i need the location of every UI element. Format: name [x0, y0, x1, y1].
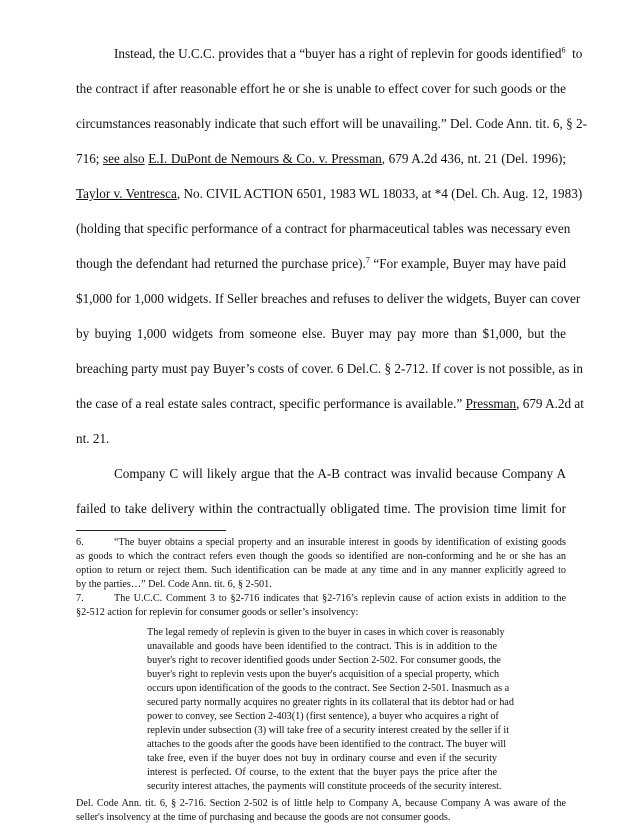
- footnote-number: 7.: [76, 593, 84, 604]
- body-line: the case of a real estate sales contract, specific performance is available.” Pressman, 679 A.2d at: [76, 396, 584, 411]
- body-line: though the defendant had returned the purchase price).$^7$ “For example, Buyer may have paid: [76, 255, 567, 271]
- footnote-number: 6.: [76, 537, 84, 548]
- body-line: nt. 21.: [76, 431, 110, 446]
- body-line: Company C will likely argue that the A-B contract was invalid because Company A: [114, 466, 566, 481]
- body-line: circumstances reasonably indicate that such effort will be unavailing.” Del. Code Ann. tit. 6, § 2-: [76, 116, 587, 131]
- body-line: Instead, the U.C.C. provides that a “buyer has a right of replevin for goods identified$^6$ to: [114, 45, 583, 61]
- body-line: (holding that specific performance of a contract for pharmaceutical tables was necessary even: [76, 221, 571, 236]
- case-citation: Pressman: [465, 396, 517, 411]
- footnote-ref-7[interactable]: 7: [365, 255, 370, 265]
- case-citation: Taylor v. Ventresca: [76, 186, 177, 201]
- body-line: failed to take delivery within the contractually obligated time. The provision time limit for: [76, 501, 566, 516]
- body-line: by buying 1,000 widgets from someone else. Buyer may pay more than $1,000, but the: [76, 326, 566, 341]
- document-page: Instead, the U.C.C. provides that a “buyer has a right of replevin for goods identified$^6$ to the contract if after reasonable effort he or she is unable to effect cover for such goods or the circumstances reasonably indicate that such effort will be unavailing.” Del. Code Ann. tit. 6, § 2- 716; see also E.I. DuPont de Nemours & Co. v. Pressman, 679 A.2d 436, nt. 21 (Del. 1996); Taylor v. Ventresca, No. CIVIL ACTION 6501, 1983 WL 18033, at *4 (Del. Ch. Aug. 12, 1983) (holding that specific performance of a contract for pharmaceutical tables was necessary even though the defendant had returned the purchase price).$^7$ “For example, Buyer may have paid $1,000 for 1,000 widgets. If Seller breaches and refuses to deliver the widgets, Buyer can cover by buying 1,000 widgets from someone else. Buyer may pay more than $1,000, but the breaching party must pay Buyer’s costs of cover. 6 Del.C. § 2-712. If cover is not possible, as in the case of a real estate sales contract, specific performance is available.” Pressman, 679 A.2d at nt. 21. Company C will likely argue that the A-B contract was invalid because Company A failed to take delivery within the contractually obligated time. The provision time limit for 6. “The buyer obtains a special property and an insurable interest in goods by identification of existing goods as goods to which the contract refers even though the goods so identified are non-conforming and he or she has an option to return or reject them. Such identification can be made at any time and in any manner explicitly agreed to by the parties…” Del. Code Ann. tit. 6, § 2-501. 7. The U.C.C. Comment 3 to §2-716 indicates that §2-716’s replevin cause of action exists in addition to the §2-512 action for replevin for consumer goods or seller’s insolvency: The legal remedy of replevin is given to the buyer in cases in which cover is reasonably unavailable and goods have been identified to the contract. This is in addition to the buyer's right to recover identified goods under Section 2-502. For consumer goods, the buyer's right to replevin vests upon the buyer's acquisition of a special property, which occurs upon identification of the goods to the contract. See Section 2-501. Inasmuch as a secured party normally acquires no greater rights in its collateral that its debtor had or had power to convey, see Section 2-403(1) (first sentence), a buyer who acquires a right of replevin under subsection (3) will take free of a security interest created by the seller if it attaches to the goods after the goods have been identified to the contract. The buyer will take free, even if the buyer does not buy in ordinary course and even if the security interest is perfected. Of course, to the extent that the buyer pays the price after the security interest attaches, the payments will constitute proceeds of the security interest. Del. Code Ann. tit. 6, § 2-716. Section 2-502 is of little help to Company A, because Company A was aware of the seller's insolvency at the time of purchasing and because the goods are not consumer goods.: [76, 45, 587, 823]
- body-line: $1,000 for 1,000 widgets. If Seller breaches and refuses to deliver the widgets, Buyer can cover: [76, 291, 581, 306]
- body-line: 716; see also E.I. DuPont de Nemours & Co. v. Pressman, 679 A.2d 436, nt. 21 (Del. 1996);: [76, 151, 567, 166]
- body-line: breaching party must pay Buyer’s costs of cover. 6 Del.C. § 2-712. If cover is not possible, as in: [76, 361, 584, 376]
- footnote-ref-6[interactable]: 6: [561, 45, 566, 55]
- body-line: the contract if after reasonable effort he or she is unable to effect cover for such goods or the: [76, 81, 566, 96]
- body-line: Taylor v. Ventresca, No. CIVIL ACTION 6501, 1983 WL 18033, at *4 (Del. Ch. Aug. 12, 1983): [76, 186, 583, 201]
- footnote-separator: [76, 530, 226, 531]
- case-citation: E.I. DuPont de Nemours & Co. v. Pressman: [148, 151, 382, 166]
